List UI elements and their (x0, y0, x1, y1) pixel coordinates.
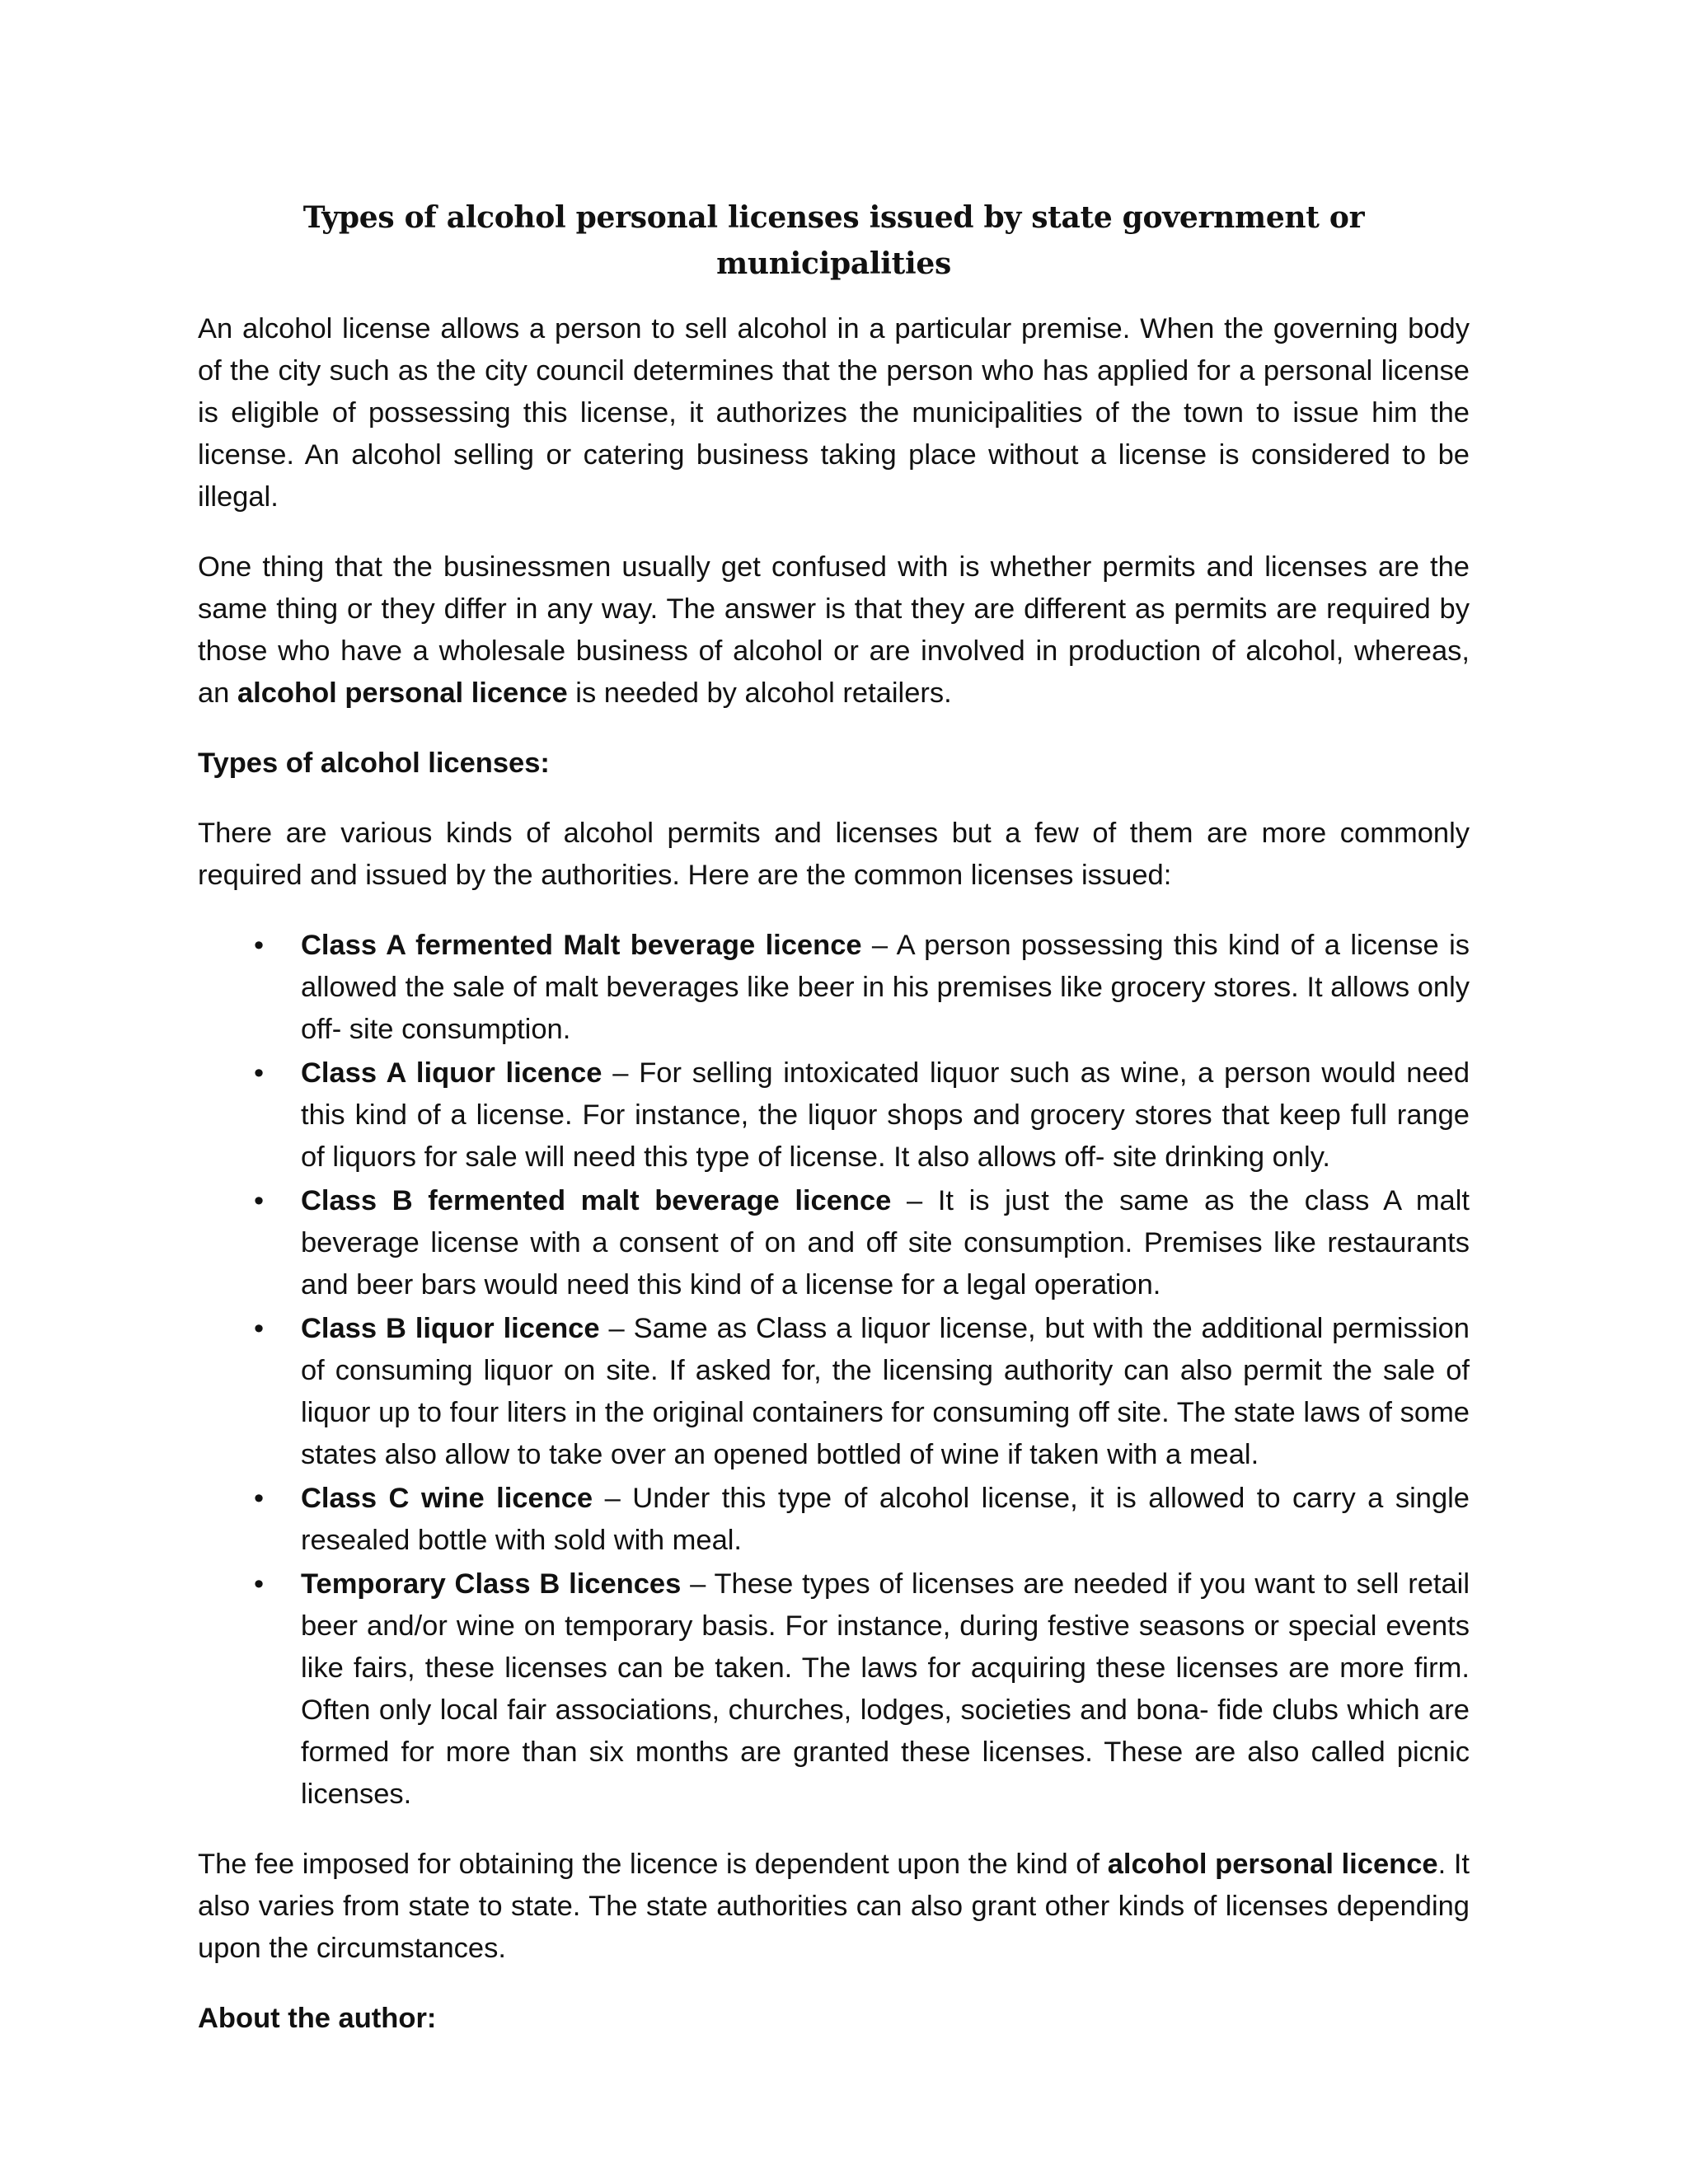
intro-paragraph-2 (198, 546, 1470, 715)
license-name: Class A fermented Malt beverage licence (301, 930, 862, 961)
fee-text-after: . It also varies from state to state. The state authorities can also grant other kinds of licenses depending upon the circumstances. (198, 1849, 1470, 1964)
license-name: Class A liquor licence (301, 1057, 603, 1089)
license-description: – Under this type of alcohol license, it is allowed to carry a single resealed bottle with sold with meal. (301, 1483, 1470, 1556)
list-item (198, 1180, 1470, 1306)
intro-p2-text-after: is needed by alcohol retailers. (567, 677, 952, 709)
author-heading: About the author: (198, 2003, 437, 2034)
fee-bold-term: alcohol personal licence (1107, 1849, 1438, 1880)
license-description: – These types of licenses are needed if you want to sell retail beer and/or wine on temporary basis. For instance, during festive seasons or special events like fairs, these licenses can be taken. The laws for acquiring these licenses are more firm. Often only local fair associations, churches, lodges, societies and bona- fide clubs which are formed for more than six months are granted these licenses. These are also called picnic licenses. (301, 1568, 1470, 1810)
intro-p2-bold-term: alcohol personal licence (237, 677, 568, 709)
bullet-icon: • (253, 1568, 265, 1600)
bullet-icon: • (253, 1057, 265, 1089)
list-item (198, 1563, 1470, 1816)
fee-text-before: The fee imposed for obtaining the licence is dependent upon the kind of (198, 1849, 1108, 1880)
list-item (198, 1478, 1470, 1562)
license-name: Class B fermented malt beverage licence (301, 1185, 892, 1216)
types-heading: Types of alcohol licenses: (198, 748, 550, 779)
list-item (198, 1308, 1470, 1476)
license-description: – It is just the same as the class A malt beverage license with a consent of on and off site consumption. Premises like restaurants and beer bars would need this kind of a license for a legal operation. (301, 1185, 1470, 1301)
license-list (198, 925, 1470, 1816)
bullet-icon: • (253, 1185, 265, 1216)
license-description: – Same as Class a liquor license, but with the additional permission of consuming liquor on site. If asked for, the licensing authority can also permit the sale of liquor up to four liters in the original containers for consuming off site. The state laws of some states also allow to take over an opened bottled of wine if taken with a meal. (301, 1313, 1470, 1470)
license-name: Temporary Class B licences (301, 1568, 682, 1600)
types-intro-paragraph: There are various kinds of alcohol permits and licenses but a few of them are more commonly required and issued by the authorities. Here are the common licenses issued: (198, 818, 1470, 891)
list-item (198, 925, 1470, 1051)
intro-paragraph-1: An alcohol license allows a person to sell alcohol in a particular premise. When the governing body of the city such as the city council determines that the person who has applied for a personal license is eligible of possessing this license, it authorizes the municipalities of the town to issue him the license. An alcohol selling or catering business taking place without a license is considered to be illegal. (198, 313, 1470, 513)
license-description: – For selling intoxicated liquor such as wine, a person would need this kind of a license. For instance, the liquor shops and grocery stores that keep full range of liquors for sale will need this type of license. It also allows off- site drinking only. (301, 1057, 1470, 1173)
license-name: Class C wine licence (301, 1483, 593, 1514)
license-description: – A person possessing this kind of a license is allowed the sale of malt beverages like beer in his premises like grocery stores. It allows only off- site consumption. (301, 930, 1470, 1045)
document-title: Types of alcohol personal licenses issued by state government or municipalities (302, 200, 1365, 281)
document-body (198, 194, 1470, 2068)
fee-paragraph (198, 1844, 1470, 1970)
intro-p2-text-before: One thing that the businessmen usually get confused with is whether permits and licenses are the same thing or they differ in any way. The answer is that they are different as permits are required by those who have a wholesale business of alcohol or are involved in production of alcohol, whereas, an (198, 551, 1470, 709)
bullet-icon: • (253, 930, 265, 961)
bullet-icon: • (253, 1313, 265, 1344)
bullet-icon: • (253, 1483, 265, 1514)
list-item (198, 1052, 1470, 1179)
license-name: Class B liquor licence (301, 1313, 600, 1344)
